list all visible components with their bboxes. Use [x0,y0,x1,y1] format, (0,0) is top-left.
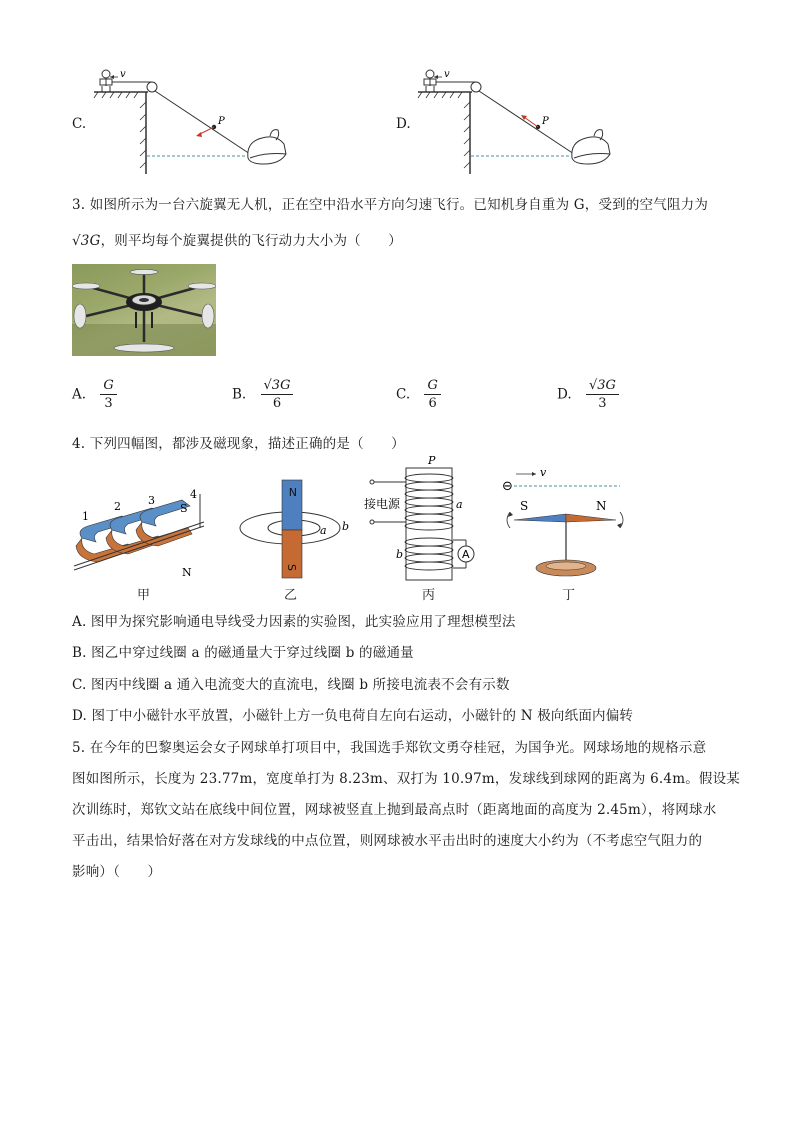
fig-d-option-label[interactable]: D. [396,116,411,132]
svg-text:P: P [428,454,436,467]
q3-sqrt3g: √3G [72,233,101,249]
svg-text:3: 3 [148,494,155,507]
q3-option-b[interactable]: B. $\frac{√3G}{6}$ [232,378,293,411]
q5-line-2: 图如图所示，长度为 23.77m，宽度单打为 8.23m、双打为 10.97m，发球线到球网的距离为 6.4m。假设某 [72,771,740,787]
svg-text:2: 2 [114,500,121,513]
fig-jia-diagram [72,488,222,584]
svg-text:a: a [320,524,327,537]
fig-bing-caption: 丙 [422,588,436,603]
svg-text:b: b [396,548,404,561]
fig-ding-caption: 丁 [562,588,576,603]
svg-text:N: N [182,566,192,579]
svg-text:S: S [520,499,529,513]
fig-d-label-v: v [444,69,450,80]
svg-text:4: 4 [190,488,197,501]
svg-text:A: A [462,548,470,561]
svg-text:接电源: 接电源 [364,497,401,511]
q5-line-4: 平击出，结果恰好落在对方发球线的中点位置，则网球被水平击出时的速度大小约为（不考虑空气阻力的 [72,833,703,849]
q4-stem: 4. 下列四幅图，都涉及磁现象，描述正确的是（ ） [72,436,405,452]
svg-text:N: N [288,485,297,498]
svg-text:b: b [342,520,350,533]
q4-option-a[interactable]: A. 图甲为探究影响通电导线受力因素的实验图，此实验应用了理想模型法 [72,614,516,630]
svg-text:1: 1 [82,510,89,523]
fig-jia-caption: 甲 [137,588,151,603]
svg-text:v: v [540,466,547,479]
svg-text:⊖: ⊖ [502,479,513,494]
fig-c-diagram [90,62,300,180]
q3-option-a[interactable]: A. $\frac{G}{3}$ [72,378,117,411]
drone-photo [72,264,216,356]
fig-bing-diagram [362,454,492,582]
fig-yi-caption: 乙 [284,588,298,603]
q5-line-1: 5. 在今年的巴黎奥运会女子网球单打项目中，我国选手郑钦文勇夺桂冠，为国争光。网球场地的规格示意 [72,740,707,756]
q4-option-b[interactable]: B. 图乙中穿过线圈 a 的磁通量大于穿过线圈 b 的磁通量 [72,645,414,661]
fig-yi-diagram [232,478,352,582]
q5-line-5: 影响）（ ） [72,864,162,880]
fig-d-label-p: P [542,116,549,127]
svg-text:N: N [596,499,607,513]
svg-text:a: a [456,498,463,511]
fig-c-option-label[interactable]: C. [72,116,87,132]
q3-stem-line1: 3. 如图所示为一台六旋翼无人机，正在空中沿水平方向匀速飞行。已知机身自重为 G，受到的空气阻力为 [72,197,709,213]
svg-text:S: S [285,564,298,571]
fig-ding-diagram [500,464,630,582]
fig-d-diagram [414,62,624,180]
q4-option-d[interactable]: D. 图丁中小磁针水平放置，小磁针上方一负电荷自左向右运动，小磁针的 N 极向纸面内偏转 [72,708,634,724]
q3-option-d[interactable]: D. $\frac{√3G}{3}$ [557,378,619,411]
q4-option-c[interactable]: C. 图丙中线圈 a 通入电流变大的直流电，线圈 b 所接电流表不会有示数 [72,677,510,693]
q3-option-c[interactable]: C. $\frac{G}{6}$ [396,378,441,411]
fig-c-label-v: v [120,69,126,80]
fig-c-label-p: P [218,116,225,127]
q3-stem-line2 [72,229,402,249]
q5-line-3: 次训练时，郑钦文站在底线中间位置，网球被竖直上抛到最高点时（距离地面的高度为 2.45m），将网球水 [72,802,717,818]
svg-text:S: S [180,502,188,515]
q3-stem-line2-rest: ，则平均每个旋翼提供的飞行动力大小为（ ） [100,233,402,249]
